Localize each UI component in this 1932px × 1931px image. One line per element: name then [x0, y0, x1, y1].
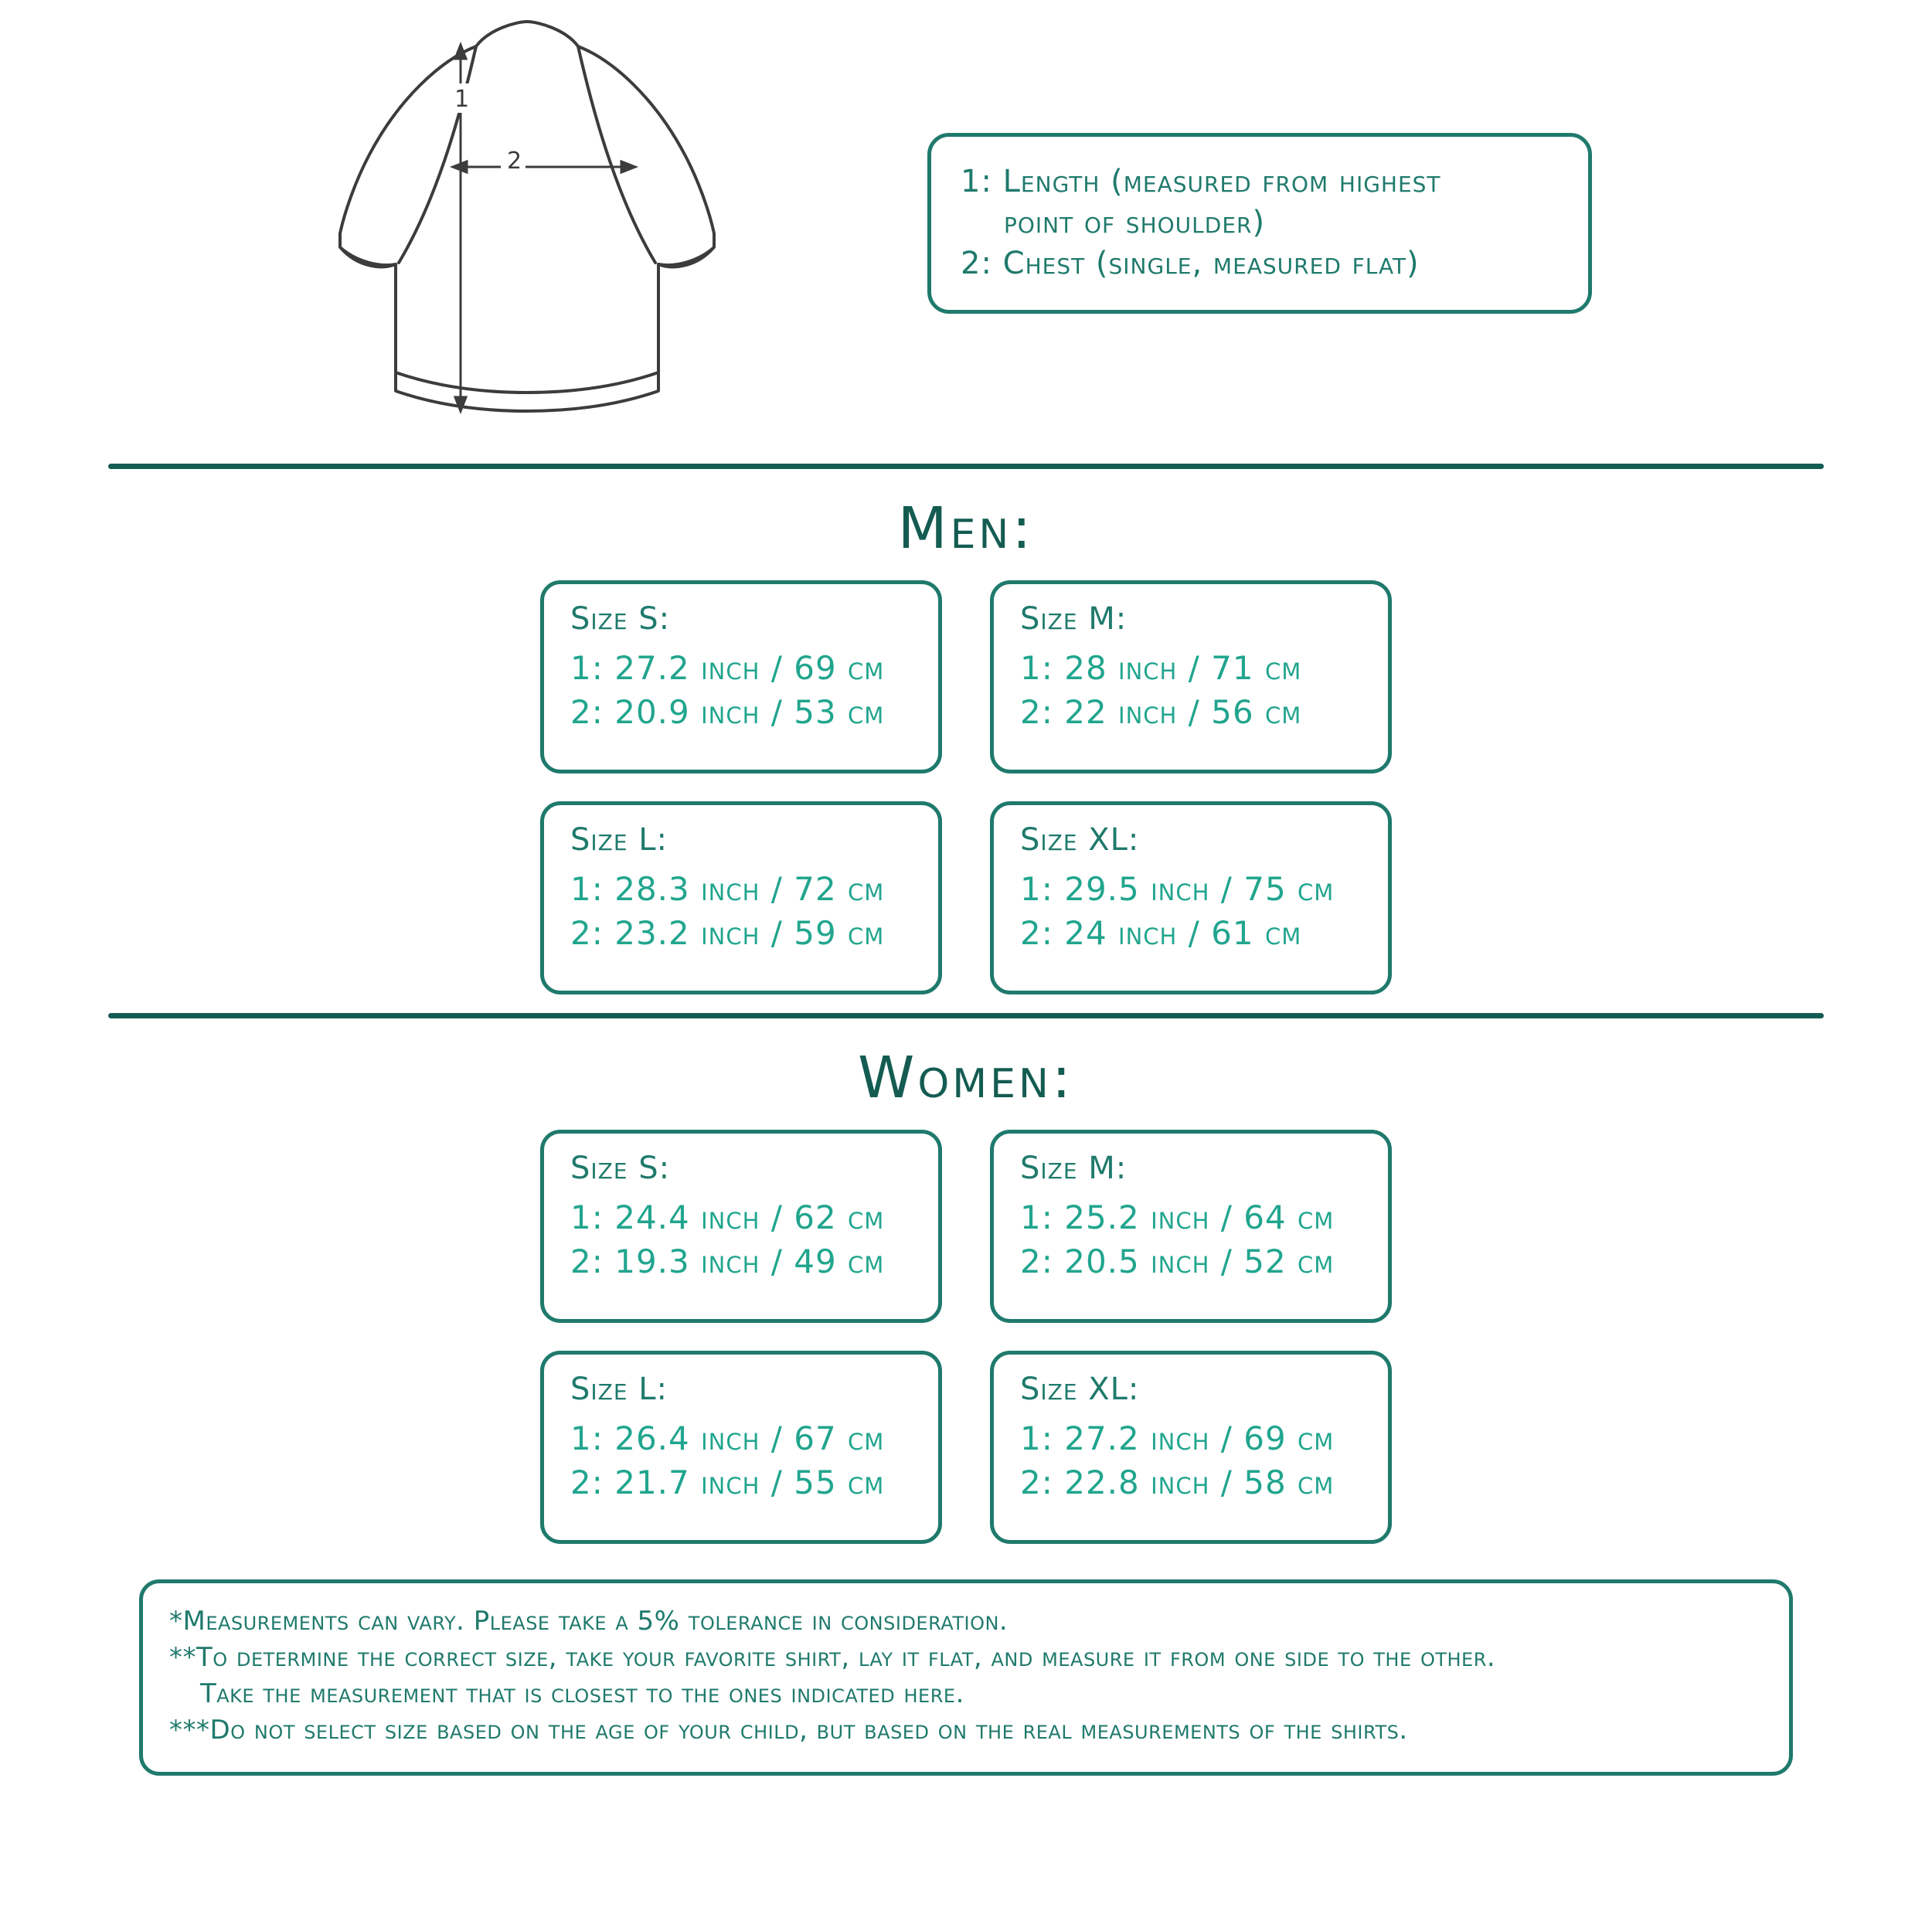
divider-middle	[108, 1013, 1824, 1018]
size-length: 1: 27.2 inch / 69 cm	[570, 649, 885, 687]
size-length: 1: 26.4 inch / 67 cm	[570, 1419, 885, 1457]
size-card-women-m	[990, 1130, 1392, 1323]
size-length: 1: 29.5 inch / 75 cm	[1020, 870, 1335, 908]
marker-1-label: 1	[454, 86, 470, 113]
size-card-men-s	[540, 580, 942, 773]
footnotes-box	[139, 1579, 1793, 1776]
size-chest: 2: 22.8 inch / 58 cm	[1020, 1464, 1335, 1502]
top-area	[0, 0, 1932, 464]
size-label: Size XL:	[1020, 822, 1140, 858]
size-card-women-xl	[990, 1351, 1392, 1544]
footnote-1: *Measurements can vary. Please take a 5% tolerance in consideration.	[169, 1606, 1009, 1637]
section-men	[0, 495, 1932, 994]
legend-line-chest: 2: Chest (single, measured flat)	[961, 245, 1420, 281]
size-length: 1: 28 inch / 71 cm	[1020, 649, 1302, 687]
size-chest: 2: 23.2 inch / 59 cm	[570, 914, 885, 953]
size-label: Size L:	[570, 1372, 668, 1407]
sweatshirt-illustration	[325, 15, 726, 433]
size-label: Size XL:	[1020, 1372, 1140, 1407]
footnote-2-cont: Take the measurement that is closest to the ones indicated here.	[200, 1678, 964, 1709]
legend-line-length-cont: point of shoulder)	[1004, 204, 1266, 240]
section-women	[0, 1045, 1932, 1544]
footnote-2: **To determine the correct size, take your favorite shirt, lay it flat, and measure it from one side to the other.	[169, 1641, 1496, 1673]
size-card-men-l	[540, 801, 942, 994]
size-length: 1: 28.3 inch / 72 cm	[570, 870, 885, 908]
size-chest: 2: 22 inch / 56 cm	[1020, 693, 1302, 732]
size-length: 1: 24.4 inch / 62 cm	[570, 1198, 885, 1236]
section-title-women: Women:	[858, 1045, 1074, 1111]
size-label: Size S:	[570, 601, 671, 637]
size-chest: 2: 20.9 inch / 53 cm	[570, 693, 885, 732]
size-card-women-l	[540, 1351, 942, 1544]
size-chest: 2: 20.5 inch / 52 cm	[1020, 1243, 1335, 1281]
marker-2-label: 2	[507, 148, 522, 175]
men-size-grid	[0, 580, 1932, 994]
size-label: Size M:	[1020, 601, 1128, 637]
legend-box	[927, 133, 1592, 314]
size-length: 1: 25.2 inch / 64 cm	[1020, 1198, 1335, 1236]
section-title-men: Men:	[897, 495, 1035, 562]
divider-top	[108, 464, 1824, 469]
legend-line-length: 1: Length (measured from highest	[961, 164, 1441, 199]
size-label: Size L:	[570, 822, 668, 858]
size-chest: 2: 24 inch / 61 cm	[1020, 914, 1302, 953]
size-label: Size M:	[1020, 1151, 1128, 1186]
size-label: Size S:	[570, 1151, 671, 1186]
size-card-men-m	[990, 580, 1392, 773]
size-chest: 2: 21.7 inch / 55 cm	[570, 1464, 885, 1502]
size-card-women-s	[540, 1130, 942, 1323]
footnote-3: ***Do not select size based on the age of your child, but based on the real measurements of the shirts.	[169, 1714, 1408, 1746]
size-card-men-xl	[990, 801, 1392, 994]
size-chest: 2: 19.3 inch / 49 cm	[570, 1243, 885, 1281]
women-size-grid	[0, 1130, 1932, 1544]
size-length: 1: 27.2 inch / 69 cm	[1020, 1419, 1335, 1457]
